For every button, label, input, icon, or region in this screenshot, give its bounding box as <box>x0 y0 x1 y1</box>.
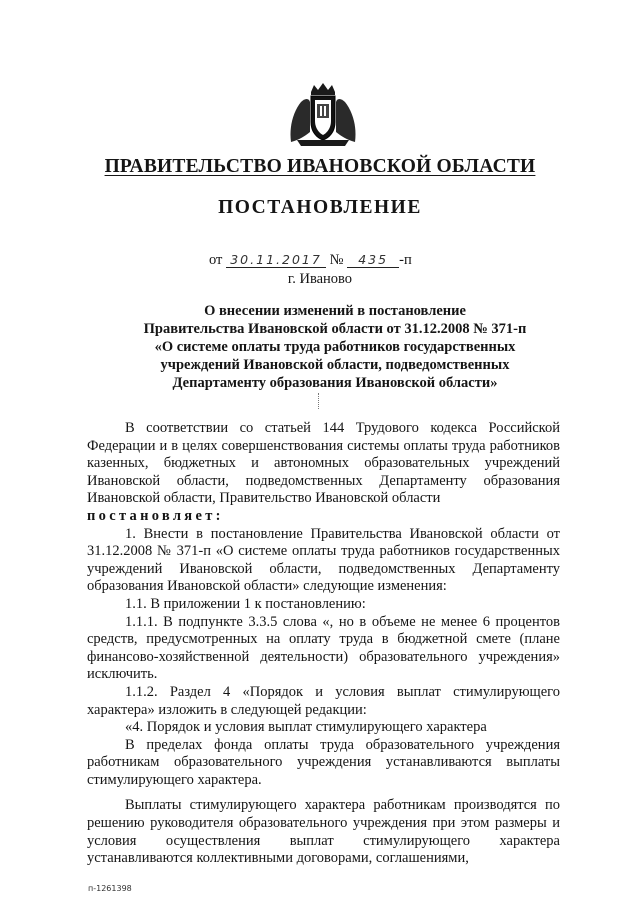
city: г. Иваново <box>287 271 353 287</box>
handwritten-number: 435 <box>347 253 399 268</box>
coat-of-arms-icon <box>287 82 359 148</box>
heading-line: О внесении изменений в постановление <box>204 303 466 319</box>
heading-line: учреждений Ивановской области, подведомственных <box>160 357 510 373</box>
document-type: ПОСТАНОВЛЕНИЕ <box>218 197 422 218</box>
number-sign: № <box>329 252 344 268</box>
date-prefix: от <box>209 252 223 268</box>
body-paragraph: 1.1. В приложении 1 к постановлению: <box>125 595 366 612</box>
body-paragraph: 1.1.1. В подпункте 3.3.5 слова «, но в объеме не менее 6 процентов средств, предусмотренных на оплату труда в бюджетной смете (плане финансово-хозяйственной деятельности) образовательного учреждения» исключить. <box>87 613 560 683</box>
date-number-line <box>209 252 412 269</box>
preamble-paragraph: В соответствии со статьей 144 Трудового кодекса Российской Федерации и в целях совершенствования системы оплаты труда работников казенных, бюджетных и автономных образовательных учреждений Ивановской области, подведомственных Департаменту образования Ивановской области, Правительство Ивановской области <box>87 420 560 507</box>
heading-line: Департаменту образования Ивановской области» <box>172 375 498 391</box>
number-suffix: -п <box>399 252 412 268</box>
body-paragraph: Выплаты стимулирующего характера работникам производятся по решению руководителя образовательного учреждения при этом размеры и условия осуществления выплат стимулирующего характера устанавливаются коллективными договорами, соглашениями, <box>87 797 560 867</box>
center-mark <box>318 393 320 409</box>
government-title: ПРАВИТЕЛЬСТВО ИВАНОВСКОЙ ОБЛАСТИ <box>104 156 536 177</box>
handwritten-date: 30.11.2017 <box>226 253 326 268</box>
document-code: п-1261398 <box>88 884 132 893</box>
document-body <box>87 420 560 868</box>
heading-line: Правительства Ивановской области от 31.12.2008 № 371-п <box>143 321 527 337</box>
document-heading <box>100 302 570 392</box>
body-paragraph: 1. Внести в постановление Правительства Ивановской области от 31.12.2008 № 371-п «О системе оплаты труда работников государственных учреждений Ивановской области, подведомственных Департаменту образования Ивановской области» следующие изменения: <box>87 525 560 595</box>
resolves-word: постановляет: <box>87 507 224 524</box>
body-paragraph: 1.1.2. Раздел 4 «Порядок и условия выплат стимулирующего характера» изложить в следующей редакции: <box>87 683 560 718</box>
heading-line: «О системе оплаты труда работников государственных <box>154 339 516 355</box>
body-paragraph: В пределах фонда оплаты труда образовательного учреждения работникам образовательного учреждения устанавливаются выплаты стимулирующего характера. <box>87 736 560 788</box>
body-paragraph: «4. Порядок и условия выплат стимулирующего характера <box>125 719 487 736</box>
